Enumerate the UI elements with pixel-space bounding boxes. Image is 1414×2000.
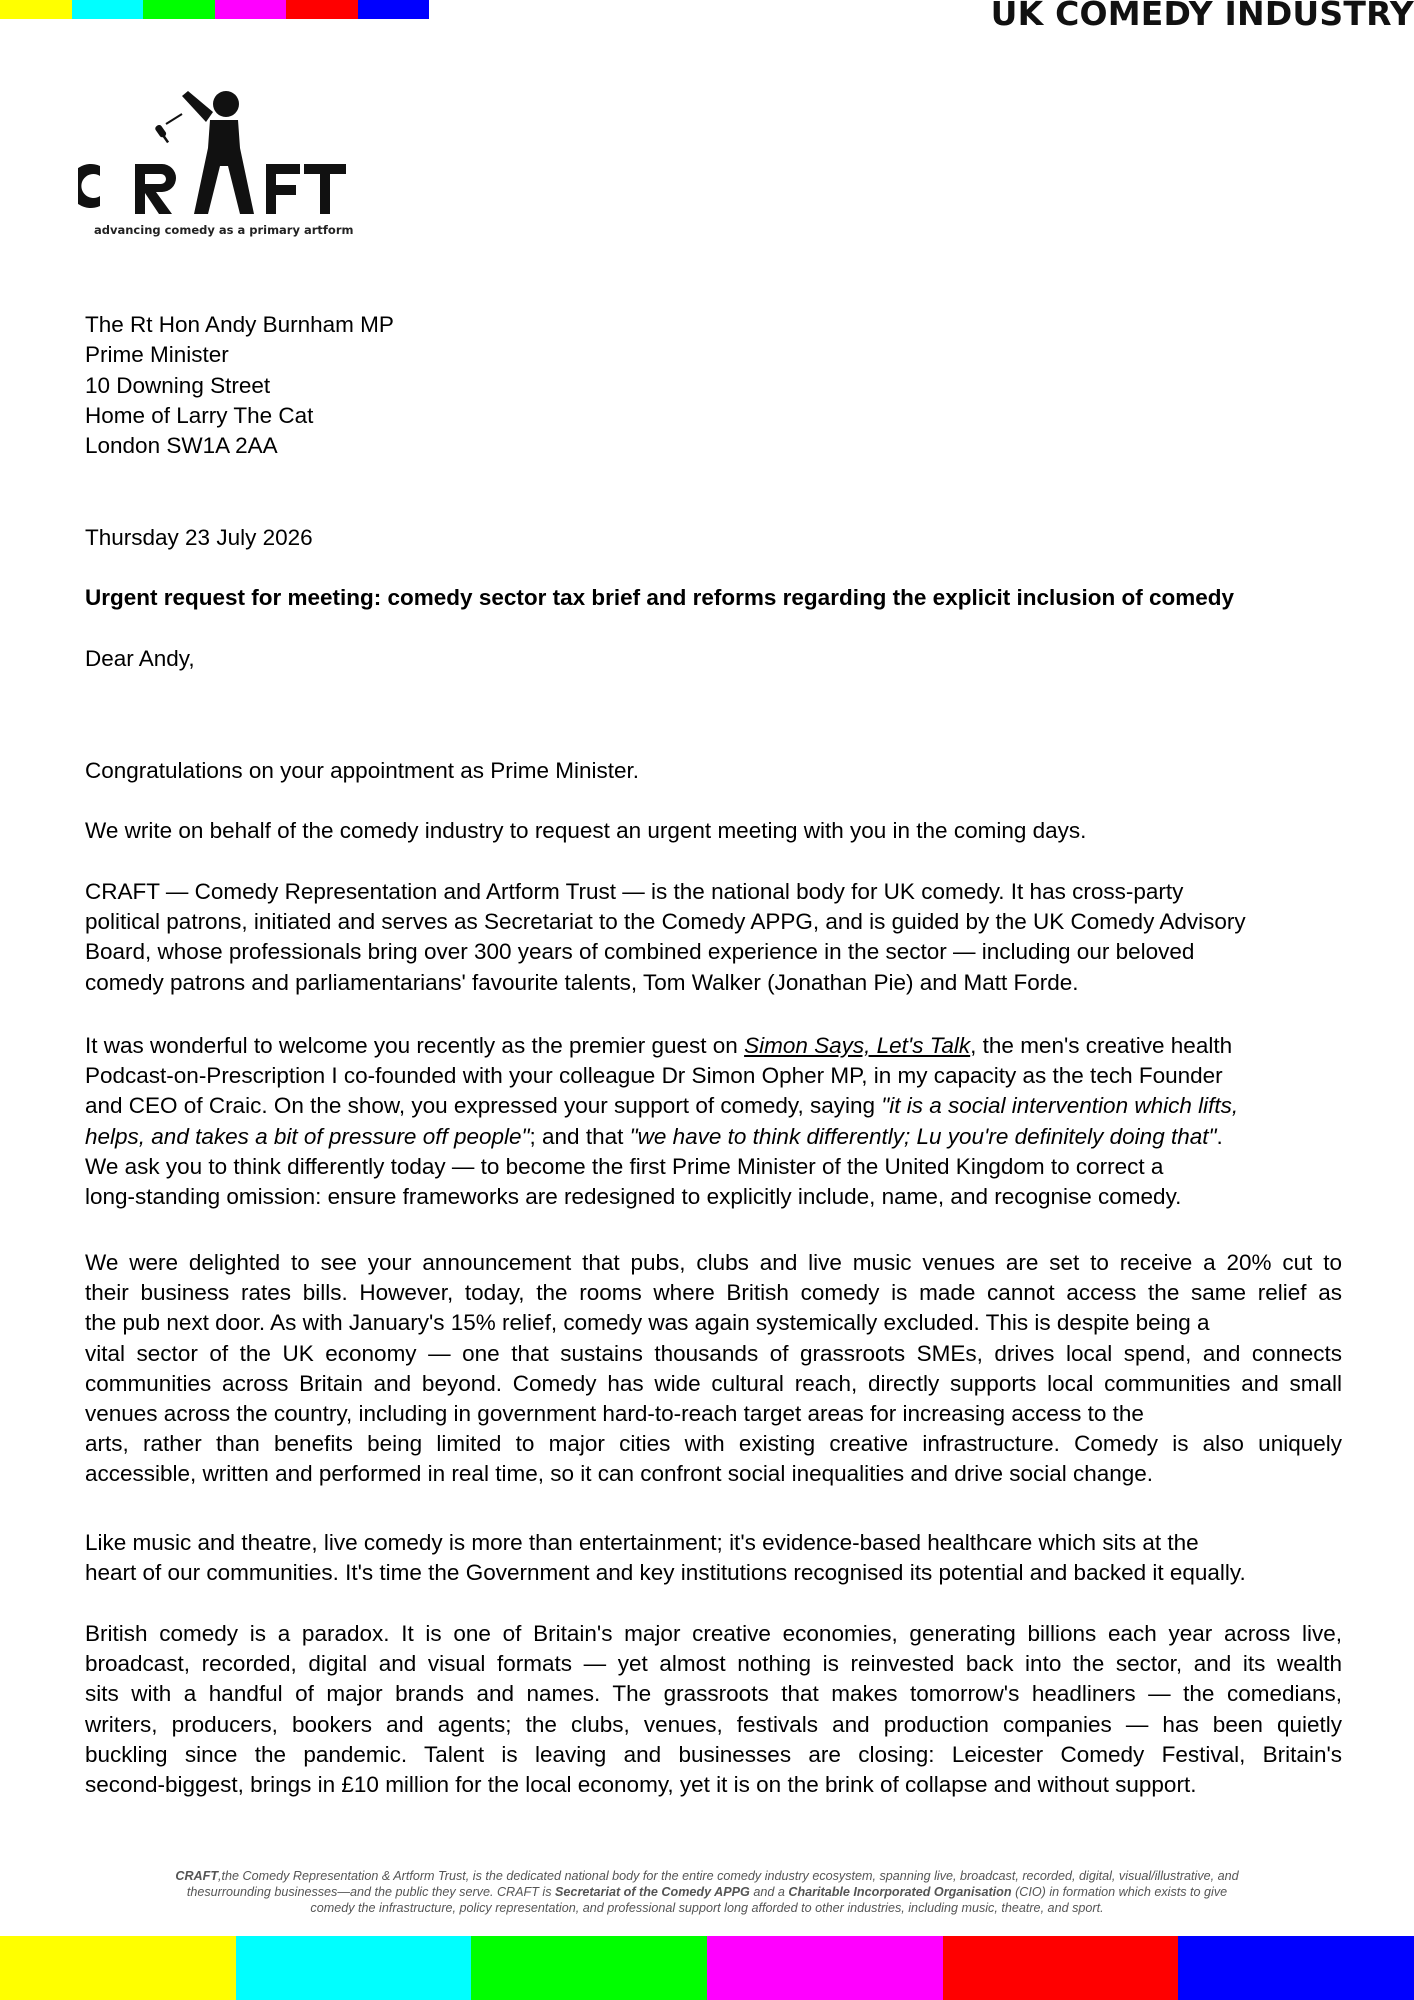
strip-green xyxy=(143,0,215,19)
address-line: Prime Minister xyxy=(85,342,229,368)
text-run: ; and that xyxy=(529,1123,630,1149)
footer-note xyxy=(90,1868,1324,1916)
top-color-strip xyxy=(0,0,429,19)
paragraph-business-rates xyxy=(85,1248,1342,1490)
text-run: It was wonderful to welcome you recently as the premier guest on xyxy=(85,1033,745,1058)
strip-cyan xyxy=(236,1936,472,2000)
paragraph-line: Podcast-on-Prescription I co-founded with your colleague Dr Simon Opher MP, in my capacity as the tech Founder xyxy=(85,1063,1223,1089)
text-run: ,the Comedy Representation & Artform Trust, is the dedicated national body for the entire comedy industry ecosystem, spanning live, broadcast, recorded, digital, visual/illustrative, and xyxy=(218,1869,1239,1883)
paragraph-line: arts, rather than benefits being limited to major cities with existing creative infrastructure. Comedy is also uniquely xyxy=(85,1431,1342,1457)
paragraph-congratulations: Congratulations on your appointment as Prime Minister. xyxy=(85,758,640,783)
header-title: UK COMEDY INDUSTRY xyxy=(990,0,1414,33)
footer-brand: CRAFT xyxy=(175,1869,219,1883)
paragraph-line: their business rates bills. However, today, the rooms where British comedy is made cannot access the same relief as xyxy=(85,1280,1342,1306)
paragraph-request: We write on behalf of the comedy industry to request an urgent meeting with you in the coming days. xyxy=(85,818,1087,843)
quote-text: "it is a social intervention which lifts, xyxy=(881,1093,1239,1119)
recipient-address xyxy=(85,310,394,461)
paragraph-podcast xyxy=(85,1031,1342,1212)
paragraph-line: Board, whose professionals bring over 300 years of combined experience in the sector — including our beloved xyxy=(85,939,1195,965)
paragraph-line: second-biggest, brings in £10 million for the local economy, yet it is on the brink of collapse and without support. xyxy=(85,1772,1197,1798)
text-run: and a xyxy=(749,1885,789,1899)
paragraph-healthcare xyxy=(85,1528,1342,1588)
address-line: London SW1A 2AA xyxy=(85,433,278,459)
address-line: The Rt Hon Andy Burnham MP xyxy=(85,312,394,337)
paragraph-line: Like music and theatre, live comedy is more than entertainment; it's evidence-based healthcare which sits at the xyxy=(85,1530,1199,1555)
footer-line xyxy=(90,1868,1324,1884)
text-run: Charitable Incorporated Organisation xyxy=(788,1885,1012,1899)
paragraph-line: long-standing omission: ensure frameworks are redesigned to explicitly include, name, and recognise comedy. xyxy=(85,1184,1182,1210)
strip-green xyxy=(471,1936,707,2000)
strip-magenta xyxy=(707,1936,943,2000)
paragraph-about-craft xyxy=(85,877,1342,998)
text-run: . xyxy=(1216,1123,1223,1149)
paragraph-line: writers, producers, bookers and agents; the clubs, venues, festivals and production companies — has been quietly xyxy=(85,1711,1342,1737)
paragraph-line: vital sector of the UK economy — one that sustains thousands of grassroots SMEs, drives local spend, and connects xyxy=(85,1340,1342,1366)
craft-logo-mark xyxy=(78,86,350,221)
logo-tagline: advancing comedy as a primary artform xyxy=(94,223,354,237)
letter-date: Thursday 23 July 2026 xyxy=(85,525,313,550)
paragraph-line: buckling since the pandemic. Talent is leaving and businesses are closing: Leicester Comedy Festival, Britain's xyxy=(85,1741,1342,1767)
paragraph-line xyxy=(85,1031,1342,1061)
paragraph-line: communities across Britain and beyond. Comedy has wide cultural reach, directly supports local communities and small xyxy=(85,1370,1342,1396)
paragraph-line: political patrons, initiated and serves as Secretariat to the Comedy APPG, and is guided by the UK Comedy Advisory xyxy=(85,909,1246,935)
paragraph-line: CRAFT — Comedy Representation and Artform Trust — is the national body for UK comedy. It has cross-party xyxy=(85,879,1184,904)
podcast-title-link[interactable]: Simon Says, Let's Talk xyxy=(744,1033,971,1058)
paragraph-line xyxy=(85,1091,1342,1121)
paragraph-line xyxy=(85,1122,1342,1152)
footer-line xyxy=(90,1884,1324,1900)
quote-text: "we have to think differently; Lu you're definitely doing that" xyxy=(629,1123,1217,1149)
paragraph-line: We ask you to think differently today — to become the first Prime Minister of the United Kingdom to correct a xyxy=(85,1153,1164,1179)
paragraph-line: comedy patrons and parliamentarians' favourite talents, Tom Walker (Jonathan Pie) and Matt Forde. xyxy=(85,969,1079,995)
paragraph-line: heart of our communities. It's time the Government and key institutions recognised its potential and backed it equally. xyxy=(85,1560,1246,1586)
quote-text: helps, and takes a bit of pressure off people" xyxy=(85,1123,530,1149)
bottom-color-strip xyxy=(0,1936,1414,2000)
strip-cyan xyxy=(72,0,144,19)
text-run: , the men's creative health xyxy=(970,1033,1233,1058)
letter-salutation: Dear Andy, xyxy=(85,646,195,671)
strip-magenta xyxy=(215,0,287,19)
paragraph-line: We were delighted to see your announcement that pubs, clubs and live music venues are set to receive a 20% cut to xyxy=(85,1250,1342,1275)
strip-red xyxy=(943,1936,1179,2000)
paragraph-line: sits with a handful of major brands and names. The grassroots that makes tomorrow's headliners — the comedians, xyxy=(85,1681,1342,1707)
microphone-icon xyxy=(154,124,171,144)
strip-blue xyxy=(1178,1936,1414,2000)
address-line: Home of Larry The Cat xyxy=(85,402,314,428)
paragraph-line: British comedy is a paradox. It is one of Britain's major creative economies, generating billions each year across live, xyxy=(85,1621,1342,1646)
craft-logo xyxy=(78,86,354,246)
address-line: 10 Downing Street xyxy=(85,372,271,398)
text-run: Secretariat of the Comedy APPG xyxy=(555,1885,750,1899)
text-run: (CIO) in formation which exists to give xyxy=(1011,1885,1228,1899)
strip-red xyxy=(286,0,358,19)
strip-yellow xyxy=(0,0,72,19)
text-run: thesurrounding businesses—and the public they serve. CRAFT is xyxy=(186,1885,556,1899)
paragraph-line: the pub next door. As with January's 15% relief, comedy was again systemically excluded. This is despite being a xyxy=(85,1310,1210,1336)
paragraph-line: broadcast, recorded, digital and visual formats — yet almost nothing is reinvested back into the sector, and its wealth xyxy=(85,1651,1342,1677)
text-run: and CEO of Craic. On the show, you expressed your support of comedy, saying xyxy=(85,1093,882,1119)
strip-yellow xyxy=(0,1936,236,2000)
letter-subject: Urgent request for meeting: comedy sector tax brief and reforms regarding the explicit inclusion of comedy xyxy=(85,585,1234,610)
paragraph-line: venues across the country, including in government hard-to-reach target areas for increasing access to the xyxy=(85,1401,1144,1427)
paragraph-paradox xyxy=(85,1619,1342,1800)
paragraph-line: accessible, written and performed in real time, so it can confront social inequalities and drive social change. xyxy=(85,1461,1154,1487)
strip-blue xyxy=(358,0,430,19)
footer-line: comedy the infrastructure, policy representation, and professional support long afforded to other industries, including music, theatre, and sport. xyxy=(310,1901,1104,1915)
